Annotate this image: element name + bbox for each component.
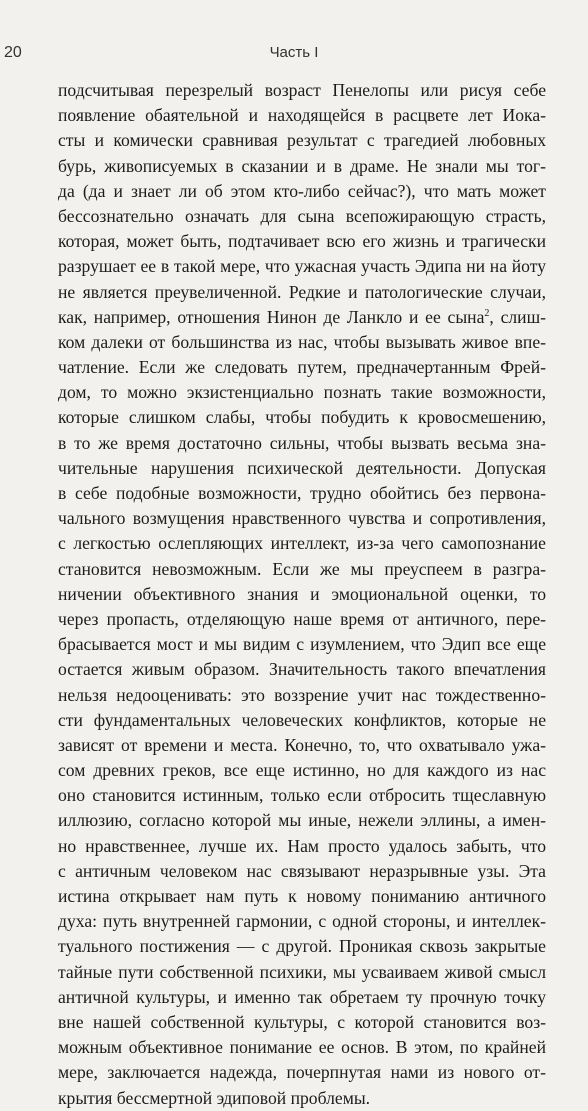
text-line: иллюзию, согласно которой мы иные, нежели эллины, а имен- <box>58 810 546 831</box>
text-line: ком далеки от большинства из нас, чтобы вызывать живое впе- <box>58 331 546 352</box>
text-line-segment: , слиш- <box>489 306 546 327</box>
text-line: с античным человеком нас связывают неразрывные узы. Эта <box>58 860 546 881</box>
text-line: туального постижения — с другой. Проникая сквозь закрытые <box>58 936 546 957</box>
text-line: чального возмущения нравственного чувства и сопротивления, <box>58 508 546 529</box>
text-line: которая, может быть, подтачивает всю его жизнь и трагически <box>58 231 546 252</box>
text-line: духа: путь внутренней гармонии, с одной стороны, и интеллек- <box>58 911 546 932</box>
text-line: нельзя недооценивать: это воззрение учит нас тождественно- <box>58 684 546 705</box>
page-number: 20 <box>4 44 22 61</box>
text-line: мере, заключается надежда, почерпнутая нами из нового от- <box>58 1062 546 1083</box>
text-line: зависят от времени и места. Конечно, то, что охватывало ужа- <box>58 734 546 755</box>
text-line: но нравственнее, лучше их. Нам просто удалось забыть, что <box>58 835 546 856</box>
text-line: чительные нарушения психической деятельности. Допуская <box>58 457 546 478</box>
text-line: с легкостью ослепляющих интеллект, из-за чего самопознание <box>58 533 546 554</box>
body-text <box>58 78 546 1111</box>
text-line: дом, то можно экзистенциально познать такие возможности, <box>58 382 546 403</box>
text-line: тайные пути собственной психики, мы усваиваем живой смысл <box>58 961 546 982</box>
text-line-last: крытия бессмертной эдиповой проблемы. <box>58 1087 371 1108</box>
running-head: Часть I <box>269 44 319 61</box>
text-line: можным объективное понимание ее основ. В этом, по крайней <box>58 1037 546 1058</box>
text-line: брасывается мост и мы видим с изумлением, что Эдип все еще <box>58 634 546 655</box>
text-line: через пропасть, отделяющую наше время от античного, пере- <box>58 608 546 629</box>
text-line-segment: как, например, отношения Нинон де Ланкло и ее сына <box>58 306 485 327</box>
text-line: сти фундаментальных человеческих конфликтов, которые не <box>58 709 546 730</box>
text-line: подсчитывая перезрелый возраст Пенелопы или рисуя себе <box>58 80 546 100</box>
text-line: бурь, живописуемых в сказании и в драме. Не знали мы тог- <box>58 155 546 176</box>
text-line: остается живым образом. Значительность такого впечатления <box>58 659 546 680</box>
text-line: становится невозможным. Если же мы преуспеем в разгра- <box>58 558 546 579</box>
text-line: античной культуры, и именно так обретаем ту прочную точку <box>58 986 546 1007</box>
text-line-with-footnote <box>58 305 546 330</box>
text-line: да (да и знает ли об этом кто-либо сейчас?), что мать может <box>58 180 546 201</box>
text-line: которые слишком слабы, чтобы побудить к кровосмешению, <box>58 407 546 428</box>
text-line: вне нашей собственной культуры, с которой становится воз- <box>58 1011 546 1032</box>
text-line: в себе подобные возможности, трудно обойтись без первона- <box>58 483 546 503</box>
text-line: бессознательно означать для сына всепожирающую страсть, <box>58 205 546 226</box>
text-line: оно становится истинным, только если отбросить тщеславную <box>58 785 546 806</box>
footnote-marker[interactable]: 2 <box>484 307 490 319</box>
text-line: появление обаятельной и находящейся в расцвете лет Иока- <box>58 105 546 126</box>
text-line: разрушает ее в такой мере, что ужасная участь Эдипа ни на йоту <box>58 256 546 277</box>
text-line: не является преувеличенной. Редкие и патологические случаи, <box>58 281 546 302</box>
text-line: сты и комически сравнивая результат с трагедией любовных <box>58 130 546 151</box>
text-line: в то же время достаточно сильны, чтобы вызвать весьма зна- <box>58 432 546 453</box>
text-line: чатление. Если же следовать путем, предначертанным Фрей- <box>58 357 546 378</box>
text-line: сом древних греков, все еще истинно, но для каждого из нас <box>58 760 546 781</box>
text-line: истина открывает нам путь к новому пониманию античного <box>58 886 546 906</box>
text-line: ничении объективного знания и эмоциональной оценки, то <box>58 583 546 604</box>
